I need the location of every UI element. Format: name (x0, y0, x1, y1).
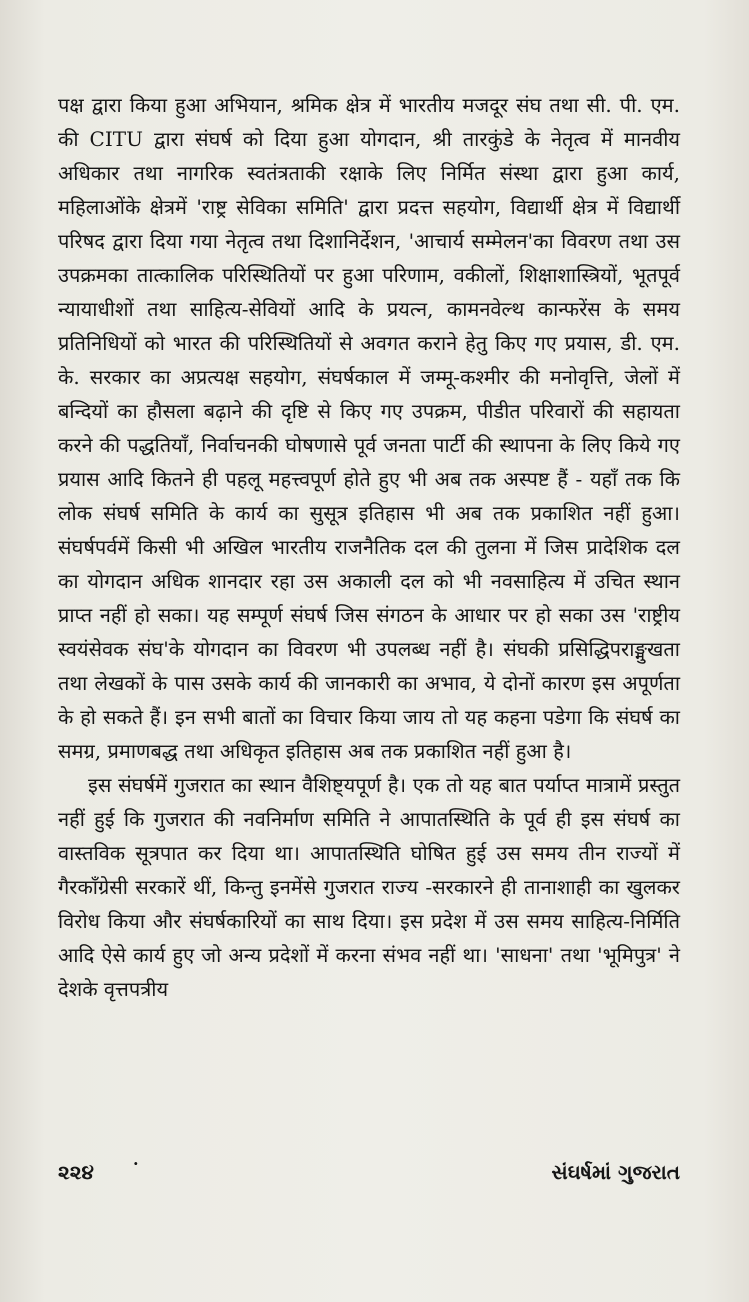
print-speck: · (133, 1154, 139, 1173)
page-number: ૨૨૪ (58, 1160, 94, 1184)
page-footer (58, 1154, 680, 1200)
paragraph-2: इस संघर्षमें गुजरात का स्थान वैशिष्ट्यपूर्ण है। एक तो यह बात पर्याप्त मात्रामें प्रस्तुत नहीं हुई कि गुजरात की नवनिर्माण समिति ने आपातस्थिति के पूर्व ही इस संघर्ष का वास्तविक सूत्रपात कर दिया था। आपातस्थिति घोषित हुई उस समय तीन राज्यों में गैरकाँग्रेसी सरकारें थीं, किन्तु इनमेंसे गुजरात राज्य -सरकारने ही तानाशाही का खुलकर विरोध किया और संघर्षकारियों का साथ दिया। इस प्रदेश में उस समय साहित्य-निर्मिति आदि ऐसे कार्य हुए जो अन्य प्रदेशों में करना संभव नहीं था। 'साधना' तथा 'भूमिपुत्र' ने देशके वृत्तपत्रीय (58, 773, 680, 1001)
running-title: સંઘર્ષમાં ગુજરાત (551, 1160, 680, 1184)
body-text (58, 88, 680, 1006)
paragraph-1: पक्ष द्वारा किया हुआ अभियान, श्रमिक क्षेत्र में भारतीय मजदूर संघ तथा सी. पी. एम. की CITU द्वारा संघर्ष को दिया हुआ योगदान, श्री तारकुंडे के नेतृत्व में मानवीय अधिकार तथा नागरिक स्वतंत्रताकी रक्षाके लिए निर्मित संस्था द्वारा हुआ कार्य, महिलाओंके क्षेत्रमें 'राष्ट्र सेविका समिति' द्वारा प्रदत्त सहयोग, विद्यार्थी क्षेत्र में विद्यार्थी परिषद द्वारा दिया गया नेतृत्व तथा दिशानिर्देशन, 'आचार्य सम्मेलन'का विवरण तथा उस उपक्रमका तात्कालिक परिस्थितियों पर हुआ परिणाम, वकीलों, शिक्षाशास्त्रियों, भूतपूर्व न्यायाधीशों तथा साहित्य-सेवियों आदि के प्रयत्न, कामनवेल्थ कान्फरेंस के समय प्रतिनिधियों को भारत की परिस्थितियों से अवगत कराने हेतु किए गए प्रयास, डी. एम. के. सरकार का अप्रत्यक्ष सहयोग, संघर्षकाल में जम्मू-कश्मीर की मनोवृत्ति, जेलों में बन्दियों का हौसला बढ़ाने की दृष्टि से किए गए उपक्रम, पीडीत परिवारों की सहायता करने की पद्धतियाँ, निर्वाचनकी घोषणासे पूर्व जनता पार्टी की स्थापना के लिए किये गए प्रयास आदि कितने ही पहलू महत्त्वपूर्ण होते हुए भी अब तक अस्पष्ट हैं - यहाँ तक कि लोक संघर्ष समिति के कार्य का सुसूत्र इतिहास भी अब तक प्रकाशित नहीं हुआ। संघर्षपर्वमें किसी भी अखिल भारतीय राजनैतिक दल की तुलना में जिस प्रादेशिक दल का योगदान अधिक शानदार रहा उस अकाली दल को भी नवसाहित्य में उचित स्थान प्राप्त नहीं हो सका। यह सम्पूर्ण संघर्ष जिस संगठन के आधार पर हो सका उस 'राष्ट्रीय स्वयंसेवक संघ'के योगदान का विवरण भी उपलब्ध नहीं है। संघकी प्रसिद्धिपराङ्मुखता तथा लेखकों के पास उसके कार्य की जानकारी का अभाव, ये दोनों कारण इस अपूर्णता के हो सकते हैं। इन सभी बातों का विचार किया जाय तो यह कहना पडेगा कि संघर्ष का समग्र, प्रमाणबद्ध तथा अधिकृत इतिहास अब तक प्रकाशित नहीं हुआ है। (58, 93, 680, 763)
